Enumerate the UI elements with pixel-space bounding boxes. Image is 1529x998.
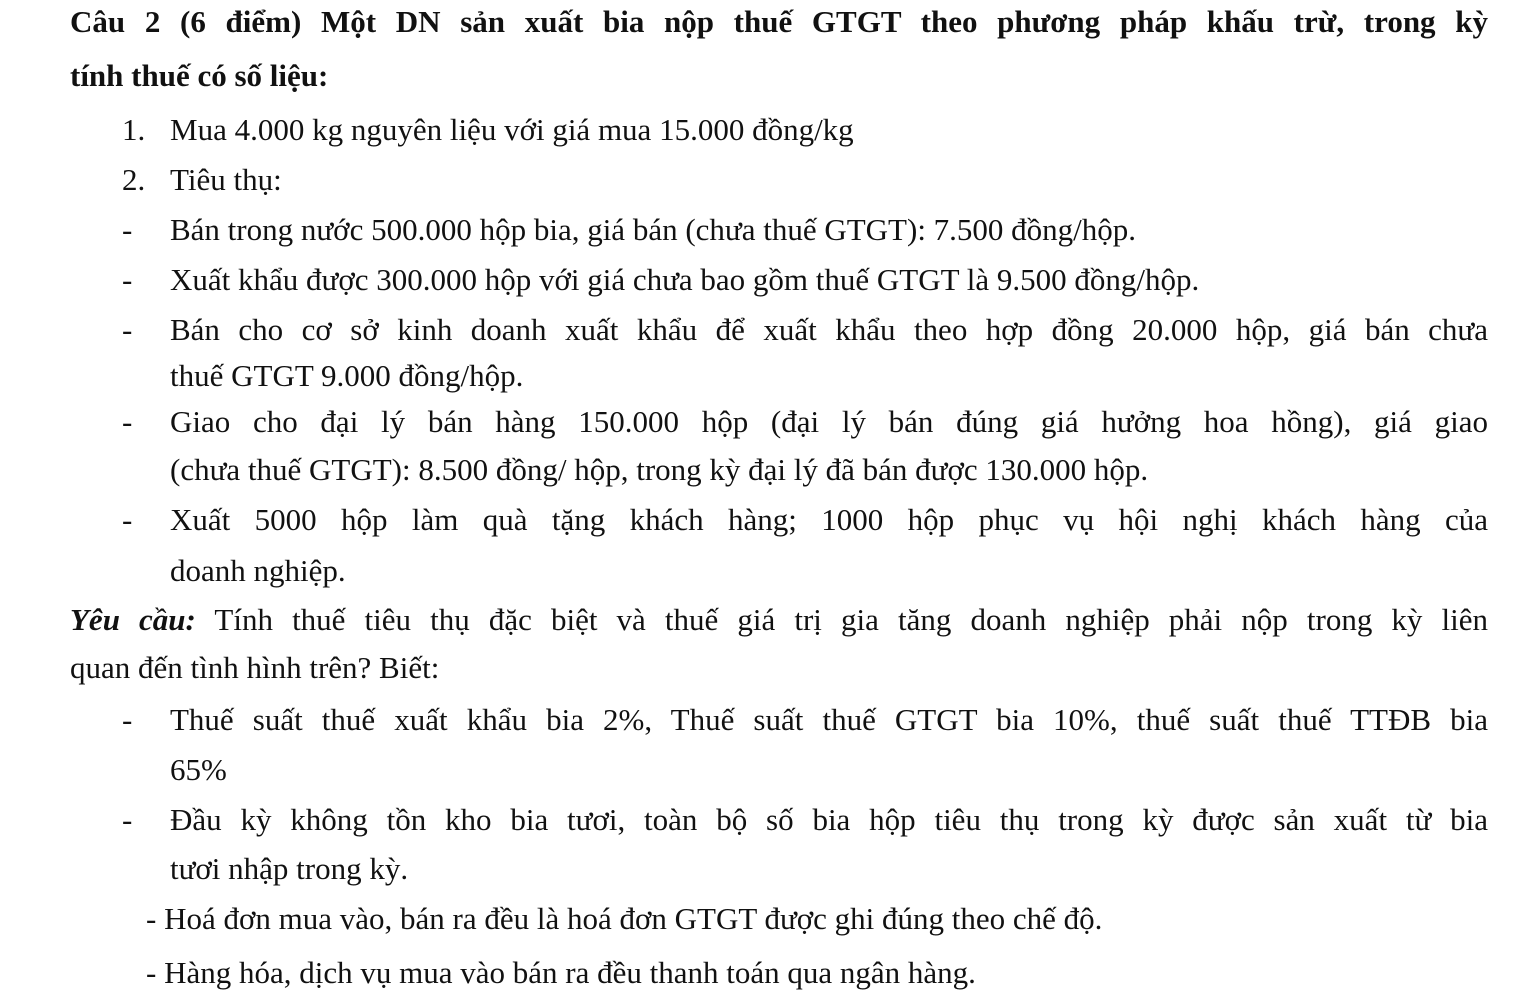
note-text-1-line-2: 65% <box>170 752 227 787</box>
item-marker-1: 1. <box>122 112 146 147</box>
question-heading-line-2: tính thuế có số liệu: <box>70 58 329 93</box>
requirement-label: Yêu cầu: <box>70 602 196 637</box>
sale-text-4-line-2: (chưa thuế GTGT): 8.500 đồng/ hộp, trong kỳ đại lý đã bán được 130.000 hộp. <box>170 452 1149 487</box>
note-marker-2: - <box>122 802 133 837</box>
extra-note-2: - Hàng hóa, dịch vụ mua vào bán ra đều thanh toán qua ngân hàng. <box>146 955 976 990</box>
note-marker-1: - <box>122 702 133 737</box>
sale-marker-1: - <box>122 212 133 247</box>
sale-text-5-line-2: doanh nghiệp. <box>170 553 346 588</box>
extra-note-1: - Hoá đơn mua vào, bán ra đều là hoá đơn GTGT được ghi đúng theo chế độ. <box>146 901 1103 936</box>
question-heading-line-1: Câu 2 (6 điểm) Một DN sản xuất bia nộp thuế GTGT theo phương pháp khấu trừ, trong kỳ <box>70 4 1488 39</box>
note-text-2-line-1: Đầu kỳ không tồn kho bia tươi, toàn bộ số bia hộp tiêu thụ trong kỳ được sản xuất từ bia <box>170 802 1488 837</box>
requirement-line-2: quan đến tình hình trên? Biết: <box>70 650 440 685</box>
item-text-1: Mua 4.000 kg nguyên liệu với giá mua 15.000 đồng/kg <box>170 112 854 147</box>
item-marker-2: 2. <box>122 162 146 197</box>
sale-text-1: Bán trong nước 500.000 hộp bia, giá bán (chưa thuế GTGT): 7.500 đồng/hộp. <box>170 212 1137 247</box>
requirement-text: Tính thuế tiêu thụ đặc biệt và thuế giá trị gia tăng doanh nghiệp phải nộp trong kỳ liên <box>195 602 1489 637</box>
sale-marker-5: - <box>122 502 133 537</box>
sale-marker-2: - <box>122 262 133 297</box>
sale-text-4-line-1: Giao cho đại lý bán hàng 150.000 hộp (đại lý bán đúng giá hưởng hoa hồng), giá giao <box>170 404 1488 439</box>
sale-marker-3: - <box>122 312 133 347</box>
sale-marker-4: - <box>122 404 133 439</box>
item-text-2: Tiêu thụ: <box>170 162 282 197</box>
note-text-2-line-2: tươi nhập trong kỳ. <box>170 851 409 886</box>
note-text-1-line-1: Thuế suất thuế xuất khẩu bia 2%, Thuế suất thuế GTGT bia 10%, thuế suất thuế TTĐB bia <box>170 702 1488 737</box>
sale-text-2: Xuất khẩu được 300.000 hộp với giá chưa bao gồm thuế GTGT là 9.500 đồng/hộp. <box>170 262 1200 297</box>
sale-text-5-line-1: Xuất 5000 hộp làm quà tặng khách hàng; 1000 hộp phục vụ hội nghị khách hàng của <box>170 502 1488 537</box>
sale-text-3-line-2: thuế GTGT 9.000 đồng/hộp. <box>170 358 524 393</box>
sale-text-3-line-1: Bán cho cơ sở kinh doanh xuất khẩu để xuất khẩu theo hợp đồng 20.000 hộp, giá bán chưa <box>170 312 1488 347</box>
requirement-line-1 <box>70 600 1488 640</box>
